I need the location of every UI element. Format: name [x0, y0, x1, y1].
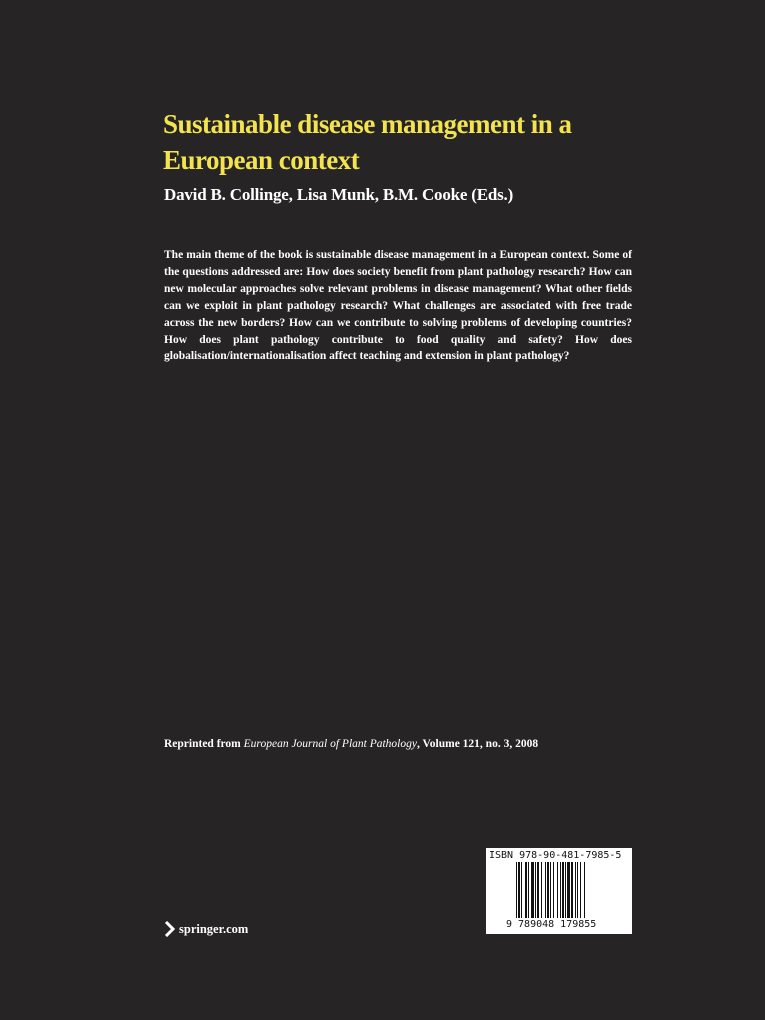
barcode-bar [525, 862, 527, 918]
barcode-bar [528, 862, 529, 918]
barcode-bar [565, 862, 566, 918]
publisher-link[interactable] [163, 921, 248, 937]
reprint-journal: European Journal of Plant Pathology [243, 738, 417, 750]
barcode-bar [560, 862, 561, 918]
barcode-bar [567, 862, 570, 918]
reprint-suffix: , Volume 121, no. 3, 2008 [416, 738, 539, 750]
book-title: Sustainable disease management in a European context [163, 109, 572, 175]
barcode-bar [584, 862, 585, 918]
barcode-bar [518, 862, 520, 918]
barcode-bar [545, 862, 546, 918]
barcode-bar [547, 862, 549, 918]
reprint-notice [164, 738, 538, 750]
reprint-prefix: Reprinted from [164, 738, 244, 750]
barcode-bar [577, 862, 578, 918]
barcode-bar [557, 862, 558, 918]
publisher-url: springer.com [179, 921, 249, 936]
barcode-bar [562, 862, 564, 918]
barcode-bars [516, 862, 602, 918]
barcode-bar [516, 862, 517, 918]
barcode-bar [571, 862, 573, 918]
isbn-barcode [486, 848, 632, 934]
barcode-bar [553, 862, 554, 918]
book-description: The main theme of the book is sustainable disease management in a European context. Some of the questions addressed are: How does society benefit from plant pathology research? How can new molecular approaches solve relevant problems in disease management? What other fields can we exploit in plant pathology research? What challenges are associated with free trade across the new borders? How can we contribute to solving problems of developing countries? How does plant pathology contribute to food quality and safety? How does globalisation/internationalisation affect teaching and extension in plant pathology? [164, 249, 632, 363]
barcode-bar [521, 862, 522, 918]
barcode-bar [537, 862, 539, 918]
barcode-bar [535, 862, 536, 918]
book-editors: David B. Collinge, Lisa Munk, B.M. Cooke (Eds.) [164, 185, 514, 204]
barcode-bar [575, 862, 576, 918]
barcode-bar [531, 862, 534, 918]
barcode-bar [580, 862, 581, 918]
isbn-number: ISBN 978-90-481-7985-5 [489, 850, 622, 861]
barcode-bar [541, 862, 542, 918]
barcode-bar [550, 862, 551, 918]
ean-digits: 9 789048 179855 [506, 919, 597, 930]
chevron-right-icon [163, 921, 177, 937]
